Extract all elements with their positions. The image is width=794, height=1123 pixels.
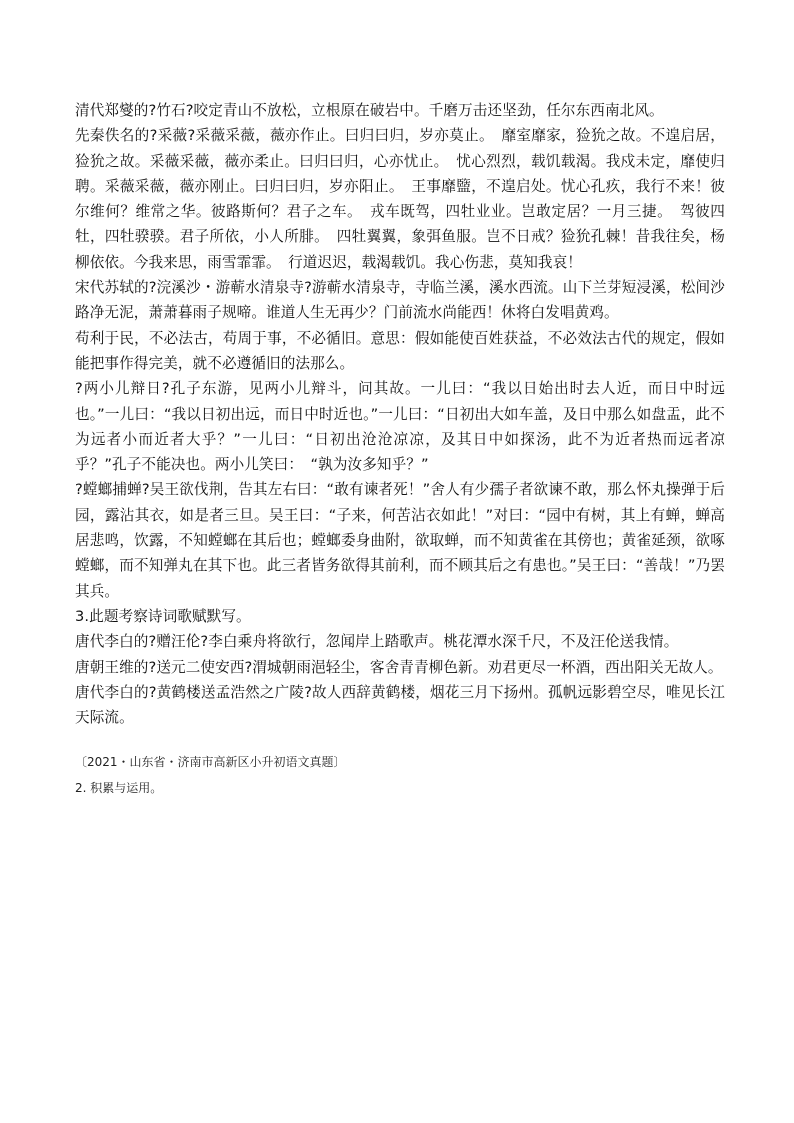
- paragraph-zhu-shi: 清代郑燮的?竹石?咬定青山不放松，立根原在破岩中。千磨万击还坚劲，任尔东西南北风。: [75, 102, 664, 119]
- document-body: [75, 98, 725, 801]
- section-spacer: [75, 730, 725, 750]
- paragraph-tang-lang-bu-chan: ?螳螂捕蝉?吴王欲伐荆，告其左右曰：“敢有谏者死！”舍人有少孺子者欲谏不敢，那么怀丸操弹于后园，露沾其衣，如是者三旦。吴王曰：“子来，何苦沾衣如此！”对曰：“园中有树，其上有蝉，蝉高居悲鸣，饮露，不知螳螂在其后也；螳螂委身曲附，欲取蝉，而不知黄雀在其傍也；黄雀延颈，欲啄螳螂，而不知弹丸在其下也。此三者皆务欲得其前利，而不顾其后之有患也。”吴王曰：“善哉！”乃罢其兵。: [75, 481, 725, 600]
- paragraph-huang-he-lou: 唐代李白的?黄鹤楼送孟浩然之广陵?故人西辞黄鹤楼，烟花三月下扬州。孤帆远影碧空尽，唯见长江天际流。: [75, 683, 725, 727]
- source-note: 〔2021・山东省・济南市高新区小升初语文真题〕: [75, 755, 346, 770]
- paragraph-question-note: 3.此题考察诗词歌赋默写。: [75, 607, 251, 625]
- question-heading: 2. 积累与运用。: [75, 780, 163, 795]
- paragraph-liang-xiao-er-bian-ri: ?两小儿辩日?孔子东游，见两小儿辩斗，问其故。一儿曰：“我以日始出时去人近，而日中时远也。”一儿曰：“我以日初出远，而日中时近也。”一儿曰：“日初出大如车盖，及日中那么如盘盂，此不为远者小而近者大乎？”一儿曰：“日初出沧沧凉凉，及其日中如探汤，此不为近者热而远者凉乎？”孔子不能决也。两小儿笑曰： “孰为汝多知乎？”: [75, 380, 725, 474]
- paragraph-cai-wei: 先秦佚名的?采薇?采薇采薇，薇亦作止。曰归曰归，岁亦莫止。 靡室靡家，猃狁之故。不遑启居，猃狁之故。采薇采薇，薇亦柔止。曰归曰归，心亦忧止。 忧心烈烈，载饥载渴。我戍未定，靡使归聘。采薇采薇，薇亦刚止。曰归曰归，岁亦阳止。 王事靡盬，不遑启处。忧心孔疚，我行不来！彼尔维何？维常之华。彼路斯何？君子之车。 戎车既驾，四牡业业。岂敢定居？一月三捷。 驾彼四牡，四牡骙骙。君子所依，小人所腓。 四牡翼翼，象弭鱼服。岂不日戒？猃狁孔棘！昔我往矣，杨柳依依。今我来思，雨雪霏霏。 行道迟迟，载渴载饥。我心伤悲，莫知我哀！: [75, 127, 725, 271]
- paragraph-huan-xi-sha: 宋代苏轼的?浣溪沙・游蕲水清泉寺?游蕲水清泉寺，寺临兰溪，溪水西流。山下兰芽短浸溪，松间沙路净无泥，萧萧暮雨子规啼。谁道人生无再少？门前流水尚能西！休将白发唱黄鸡。: [75, 279, 725, 322]
- paragraph-song-yuan-er: 唐朝王维的?送元二使安西?渭城朝雨浥轻尘，客舍青青柳色新。劝君更尽一杯酒，西出阳关无故人。: [75, 658, 723, 676]
- paragraph-gou-li-yu-min: 苟利于民，不必法古，苟周于事，不必循旧。意思：假如能使百姓获益，不必效法古代的规定，假如能把事作得完美，就不必遵循旧的法那么。: [75, 329, 725, 372]
- paragraph-zeng-wang-lun: 唐代李白的?赠汪伦?李白乘舟将欲行，忽闻岸上踏歌声。桃花潭水深千尺，不及汪伦送我情。: [75, 633, 679, 651]
